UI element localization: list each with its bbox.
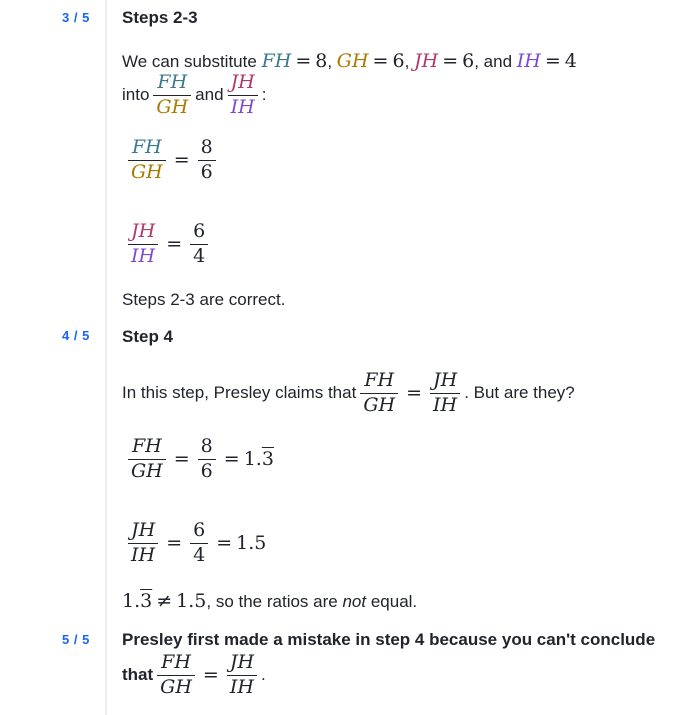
claim-line: In this step, Presley claims that $\frac{FH}{GH}$ = $\frac{JH}{IH}$ . But are they? [122, 369, 575, 417]
fraction-denominator: 6 [200, 460, 213, 483]
fraction-numerator: 8 [200, 136, 213, 158]
substitute-intro: We can substitute [122, 52, 257, 71]
fraction-jh-ih [228, 72, 258, 118]
claim-suffix: . But are they? [464, 383, 575, 403]
fraction-numerator: JH [131, 220, 156, 242]
result-repeating: 1.3 [243, 448, 274, 471]
fraction-denominator: GH [131, 460, 163, 483]
final-that-line: that $\frac{FH}{GH}$ = $\frac{JH}{IH}$ . [122, 651, 266, 699]
fraction-denominator: GH [363, 394, 396, 417]
fraction-denominator: 4 [193, 245, 206, 268]
substitute-and: and [483, 52, 513, 71]
fraction-denominator: 4 [193, 544, 206, 567]
fraction-numerator: FH [364, 369, 395, 391]
var-ih: IH [516, 50, 541, 72]
step-heading-5: Presley first made a mistake in step 4 because you can't conclude [122, 630, 656, 649]
step-heading-4: Step 4 [122, 327, 174, 346]
claim-prefix: In this step, Presley claims that [122, 383, 357, 403]
fraction-numerator: JH [230, 71, 255, 93]
equation-fh-gh-evaluated: $\frac{FH}{GH}$ = $\frac{8}{6}$ = 1.3 [124, 436, 274, 482]
val-ih: 4 [564, 50, 577, 72]
fraction-numerator: JH [433, 369, 458, 391]
compare-left: 1.3 [122, 590, 153, 612]
var-gh: GH [336, 50, 369, 72]
fraction-denominator: IH [131, 245, 156, 268]
step-counter-4: 4 / 5 [62, 328, 90, 343]
step-counter-3: 3 / 5 [62, 10, 90, 25]
fraction-numerator: 6 [193, 519, 206, 541]
var-fh: FH [261, 50, 292, 72]
that-label: that [122, 665, 154, 685]
compare-right: 1.5 [176, 590, 207, 612]
fraction-denominator: IH [433, 394, 458, 417]
fraction-numerator: JH [229, 651, 255, 673]
step3-conclusion: Steps 2-3 are correct. [122, 290, 286, 309]
val-jh: 6 [462, 50, 475, 72]
equation-jh-ih-substituted: $\frac{JH}{IH}$ = $\frac{6}{4}$ [124, 221, 212, 267]
val-fh: 8 [315, 50, 328, 72]
fraction-numerator: FH [131, 435, 162, 457]
fraction-denominator: GH [131, 161, 163, 184]
fraction-numerator: FH [157, 71, 188, 93]
step-counter-5: 5 / 5 [62, 632, 90, 647]
compare-text-not: not [342, 592, 367, 611]
equation-fh-gh-substituted: $\frac{FH}{GH}$ = $\frac{8}{6}$ [124, 137, 220, 183]
into-line: into $\frac{FH}{GH}$ and $\frac{JH}{IH}$ : [122, 71, 267, 119]
fraction-numerator: JH [131, 519, 156, 541]
result-decimal: 1.5 [236, 532, 267, 555]
compare-text-a: , so the ratios are [206, 592, 338, 611]
steps-rail [105, 0, 107, 715]
fraction-numerator: 8 [200, 435, 213, 457]
fraction-denominator: IH [230, 96, 255, 119]
fraction-numerator: FH [161, 651, 191, 673]
into-label: into [122, 85, 150, 105]
fraction-numerator: FH [131, 136, 162, 158]
fraction-denominator: 6 [200, 161, 213, 184]
compare-text-b: equal. [370, 592, 418, 611]
equation-jh-ih-evaluated: $\frac{JH}{IH}$ = $\frac{6}{4}$ = 1.5 [124, 520, 266, 566]
substitute-line: We can substitute FH = 8, GH = 6, JH = 6, and IH = 4 [122, 50, 577, 72]
comparison-line: 1.3 ≠ 1.5, so the ratios are not equal. [122, 590, 418, 612]
step-heading-3: Steps 2-3 [122, 8, 198, 27]
var-jh: JH [414, 50, 439, 72]
into-and: and [195, 85, 224, 105]
fraction-denominator: IH [131, 544, 156, 567]
fraction-fh-gh [153, 72, 191, 118]
fraction-denominator: GH [156, 96, 189, 119]
val-gh: 6 [392, 50, 405, 72]
fraction-denominator: IH [229, 676, 254, 699]
fraction-numerator: 6 [193, 220, 206, 242]
fraction-denominator: GH [160, 676, 192, 699]
